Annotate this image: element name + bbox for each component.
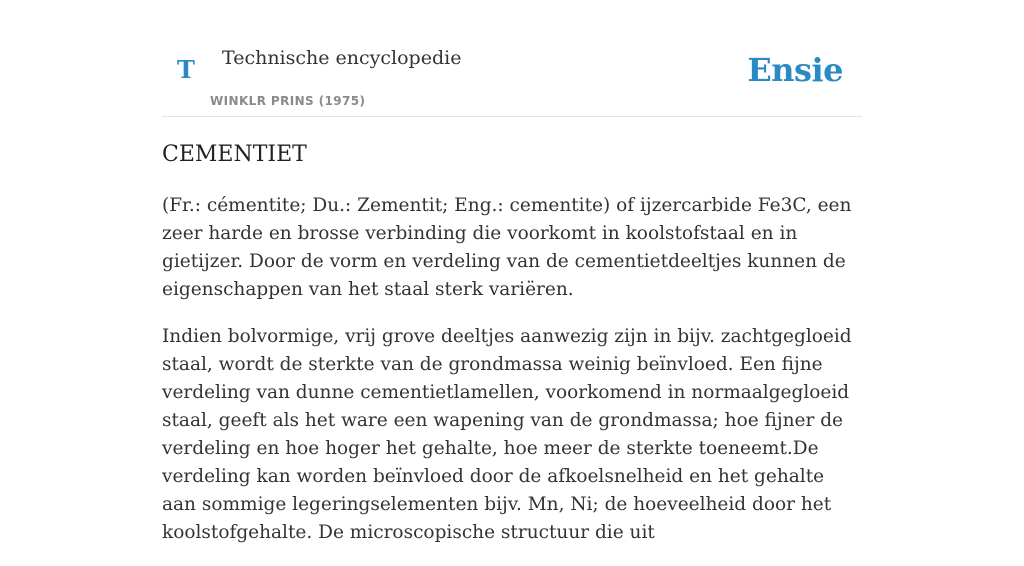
book-source-label: WINKLR PRINS (1975) (210, 94, 366, 108)
article-paragraph-1: (Fr.: cémentite; Du.: Zementit; Eng.: cementite) of ijzercarbide Fe3C, een zeer harde en brosse verbinding die voorkomt in koolstofstaal en in gietijzer. Door de vorm en verdeling van de cementietdeeltjes kunnen de eigenschappen van het staal sterk variëren. (162, 195, 852, 300)
article-paragraph-2: Indien bolvormige, vrij grove deeltjes aanwezig zijn in bijv. zachtgegloeid staal, wordt de sterkte van de grondmassa weinig beïnvloed. Een fijne verdeling van dunne cementietlamellen, voorkomend in normaalgegloeid staal, geeft als het ware een wapening van de grondmassa; hoe fijner de verdeling en hoe hoger het gehalte, hoe meer de sterkte toeneemt.De verdeling kan worden beïnvloed door de afkoelsnelheid en het gehalte aan sommige legeringselementen bijv. Mn, Ni; de hoeveelheid door het koolstofgehalte. De microscopische structuur die uit (162, 326, 852, 543)
book-logo-icon[interactable]: T (177, 55, 195, 84)
book-title-link[interactable]: Technische encyclopedie (222, 47, 462, 69)
article-body (162, 192, 862, 566)
book-header (162, 0, 862, 117)
article-title: CEMENTIET (162, 142, 307, 167)
ensie-logo-link[interactable]: Ensie (747, 51, 843, 89)
